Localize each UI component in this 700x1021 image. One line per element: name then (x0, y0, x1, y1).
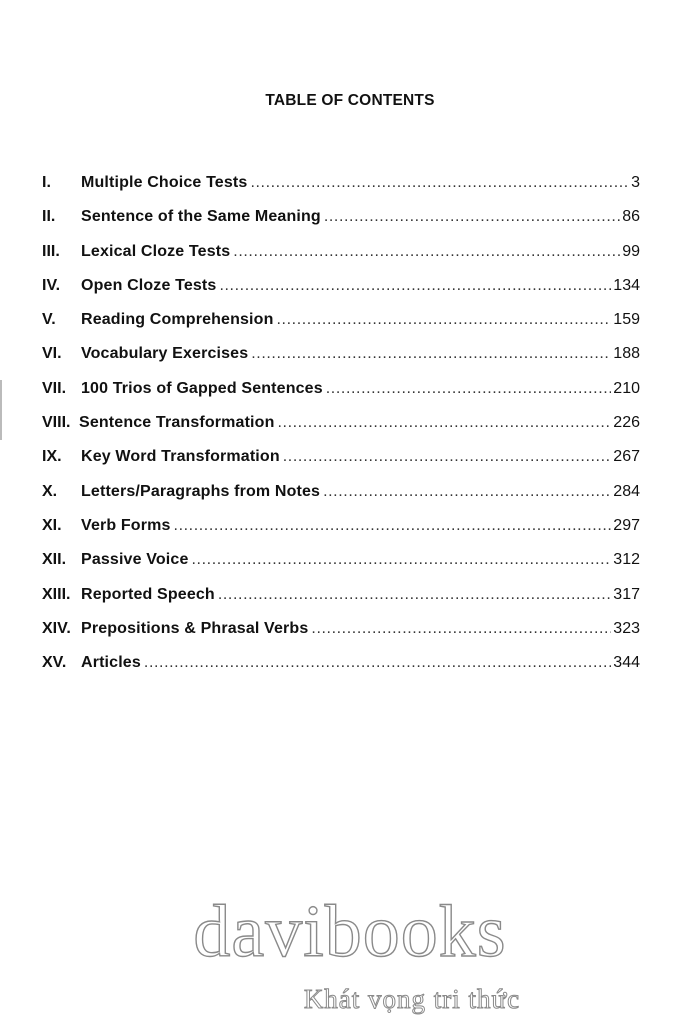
toc-entry-title: Letters/Paragraphs from Notes (81, 482, 321, 500)
toc-entry-page: 317 (613, 585, 640, 603)
watermark-brand: davibooks (193, 891, 507, 973)
toc-entry-page: 344 (613, 654, 640, 672)
toc-entry-title: Verb Forms (81, 516, 171, 534)
dot-leader (192, 551, 612, 569)
toc-entry-page: 267 (613, 448, 640, 466)
toc-entry-title: Reported Speech (81, 585, 215, 603)
toc-entry-title: Sentence of the Same Meaning (81, 208, 321, 226)
dot-leader (283, 448, 612, 466)
toc-entry[interactable] (42, 620, 640, 654)
toc-entry-page: 159 (613, 311, 640, 329)
toc-entry-title: Passive Voice (81, 551, 189, 569)
toc-entry[interactable] (42, 208, 640, 242)
davibooks-watermark (150, 890, 550, 1020)
toc-entry-title: Prepositions & Phrasal Verbs (81, 619, 309, 637)
toc-entry-number: X. (42, 482, 58, 500)
toc-entry-page: 284 (613, 482, 640, 500)
dot-leader (277, 311, 612, 329)
toc-entry-number: VI. (42, 345, 62, 363)
toc-entry-number: XV. (42, 654, 67, 672)
toc-entry-title: Articles (81, 654, 141, 672)
toc-entry-title: Sentence Transformation (79, 414, 275, 432)
dot-leader (324, 208, 620, 226)
toc-entry-page: 297 (613, 516, 640, 534)
toc-entry-title: Vocabulary Exercises (81, 345, 249, 363)
toc-entry[interactable] (42, 174, 640, 208)
table-of-contents (42, 174, 640, 688)
toc-entry[interactable] (42, 243, 640, 277)
dot-leader (278, 414, 612, 432)
toc-entry-title: Key Word Transformation (81, 448, 280, 466)
toc-entry-number: IV. (42, 276, 61, 294)
toc-entry-number: XIII. (42, 585, 71, 603)
dot-leader (218, 586, 611, 604)
toc-entry-number: II. (42, 208, 56, 226)
toc-entry-page: 134 (613, 276, 640, 294)
toc-entry-page: 188 (613, 345, 640, 363)
dot-leader (174, 517, 612, 535)
toc-entry-page: 99 (622, 242, 640, 260)
toc-entry[interactable] (42, 586, 640, 620)
page-title: TABLE OF CONTENTS (265, 92, 435, 109)
toc-entry-number: VII. (42, 379, 67, 397)
toc-entry-number: V. (42, 311, 56, 329)
dot-leader (323, 483, 611, 501)
toc-entry[interactable] (42, 448, 640, 482)
toc-entry-number: XIV. (42, 619, 71, 637)
toc-entry[interactable] (42, 483, 640, 517)
toc-entry-number: XI. (42, 516, 62, 534)
dot-leader (251, 345, 611, 363)
toc-entry[interactable] (42, 380, 640, 414)
toc-entry-page: 226 (613, 414, 640, 432)
toc-entry-number: XII. (42, 551, 67, 569)
toc-entry[interactable] (42, 551, 640, 585)
toc-entry-page: 3 (631, 174, 640, 191)
toc-entry-page: 323 (613, 619, 640, 637)
toc-entry[interactable] (42, 414, 640, 448)
dot-leader (326, 380, 612, 398)
watermark-tagline: Khát vọng tri thức (303, 984, 521, 1014)
dot-leader (219, 277, 611, 295)
toc-entry-number: I. (42, 174, 51, 191)
toc-entry-number: IX. (42, 448, 62, 466)
toc-entry-title: Lexical Cloze Tests (81, 242, 231, 260)
toc-entry-title: 100 Trios of Gapped Sentences (81, 379, 323, 397)
toc-entry-title: Open Cloze Tests (81, 276, 217, 294)
toc-entry-number: III. (42, 242, 60, 260)
toc-entry-number: VIII. (42, 414, 71, 432)
toc-entry-page: 86 (622, 208, 640, 226)
dot-leader (311, 620, 611, 638)
toc-entry-title: Multiple Choice Tests (81, 174, 248, 191)
toc-entry[interactable] (42, 277, 640, 311)
dot-leader (233, 243, 620, 261)
dot-leader (144, 654, 611, 672)
scan-edge-mark (0, 380, 2, 440)
toc-entry-title: Reading Comprehension (81, 311, 274, 329)
dot-leader (250, 174, 629, 192)
toc-entry[interactable] (42, 654, 640, 688)
toc-entry-page: 210 (613, 379, 640, 397)
toc-entry-page: 312 (613, 551, 640, 569)
toc-entry[interactable] (42, 345, 640, 379)
toc-entry[interactable] (42, 517, 640, 551)
toc-entry[interactable] (42, 311, 640, 345)
